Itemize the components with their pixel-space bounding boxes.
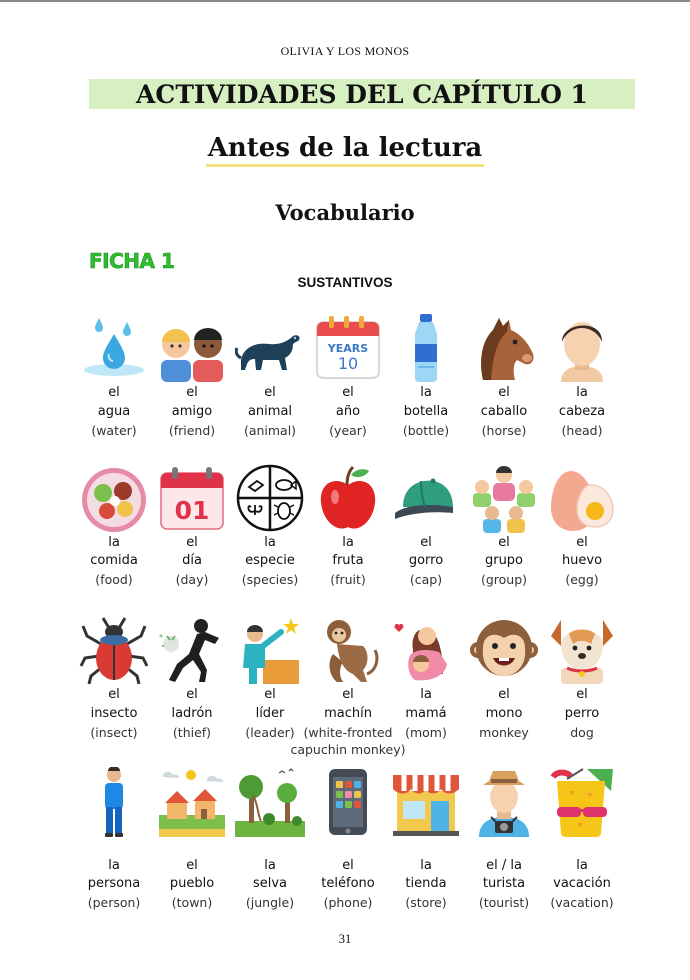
chapter-title: ACTIVIDADES DEL CAPÍTULO 1 — [136, 80, 588, 109]
vocab-word: mamá — [405, 706, 447, 721]
vocab-word: selva — [252, 876, 288, 891]
vocab-article: el — [186, 385, 198, 400]
vocab-word: líder — [255, 706, 285, 721]
svg-text:10: 10 — [337, 354, 359, 373]
vocab-word: fruta — [332, 553, 364, 568]
species-circle-icon — [235, 463, 305, 533]
vocab-article: el — [264, 687, 276, 702]
vocab-word: mono — [485, 706, 523, 721]
vocab-article: el — [342, 385, 354, 400]
category-label: SUSTANTIVOS — [297, 275, 393, 290]
vocab-word: pueblo — [169, 876, 215, 891]
leader-icon — [235, 614, 305, 684]
vocab-word: teléfono — [321, 876, 375, 891]
subsection-title: Vocabulario — [275, 200, 415, 225]
vocab-word: ladrón — [171, 706, 213, 721]
vocab-word: perro — [564, 706, 600, 721]
group-icon — [469, 463, 539, 533]
vocab-word: día — [182, 553, 202, 568]
vocab-word: amigo — [171, 404, 213, 419]
vocab-article: la — [342, 535, 354, 550]
egg-icon — [547, 463, 617, 533]
vocab-translation: (head) — [561, 423, 603, 438]
vocab-word: especie — [245, 553, 295, 568]
vocab-article: la — [420, 385, 432, 400]
jungle-icon — [235, 767, 305, 837]
vocab-article: el — [186, 535, 198, 550]
vocab-translation: (jungle) — [245, 895, 295, 910]
vocab-word: comida — [90, 553, 138, 568]
vocab-translation: (white-fronted capuchin monkey) — [290, 725, 406, 757]
vocab-article: el — [576, 535, 588, 550]
vocab-translation: (bottle) — [402, 423, 450, 438]
cap-icon — [391, 463, 461, 533]
vocab-translation: (fruit) — [330, 572, 366, 587]
beetle-icon — [79, 614, 149, 684]
vocab-translation: (animal) — [243, 423, 297, 438]
vocab-word: gorro — [408, 553, 444, 568]
vocab-article: el — [108, 385, 120, 400]
vocab-translation: (species) — [241, 572, 299, 587]
vocab-article: el — [264, 385, 276, 400]
tourist-icon — [469, 767, 539, 837]
capuchin-icon — [313, 614, 383, 684]
top-border-line — [0, 0, 690, 2]
phone-icon — [313, 767, 383, 837]
vocab-translation: (leader) — [245, 725, 295, 740]
vocab-word: vacación — [553, 876, 611, 891]
svg-text:YEARS: YEARS — [327, 342, 369, 355]
person-icon — [79, 767, 149, 837]
vocab-article: la — [108, 535, 120, 550]
vocab-word: animal — [247, 404, 293, 419]
vocab-word: año — [335, 404, 361, 419]
section-title: Antes de la lectura — [206, 133, 485, 167]
dog-icon — [547, 614, 617, 684]
vocab-word: turista — [482, 876, 526, 891]
vocab-article: el — [498, 687, 510, 702]
vocab-article: la — [420, 858, 432, 873]
food-bowl-icon — [79, 463, 149, 533]
vocab-translation: (vacation) — [550, 895, 614, 910]
running-header: OLIVIA Y LOS MONOS — [280, 44, 410, 58]
vocab-article: el — [498, 535, 510, 550]
vocab-word: botella — [403, 404, 449, 419]
vocab-word: tienda — [405, 876, 447, 891]
vocab-translation: (day) — [175, 572, 209, 587]
monkey-face-icon — [469, 614, 539, 684]
vocab-word: cabeza — [558, 404, 606, 419]
panther-icon — [235, 312, 305, 382]
vocab-word: machín — [324, 706, 372, 721]
calendar-years-icon — [313, 312, 383, 382]
apple-icon — [313, 463, 383, 533]
vocab-article: la — [108, 858, 120, 873]
vocab-article: la — [420, 687, 432, 702]
vocab-article: el — [186, 687, 198, 702]
vocab-translation: dog — [570, 725, 594, 740]
vocab-translation: (egg) — [565, 572, 599, 587]
vocab-translation: (cap) — [409, 572, 443, 587]
vocab-word: grupo — [484, 553, 524, 568]
horse-icon — [469, 312, 539, 382]
vocab-word: persona — [87, 876, 141, 891]
vocab-translation: (year) — [329, 423, 367, 438]
vocab-translation: (water) — [91, 423, 137, 438]
vocab-word: agua — [97, 404, 131, 419]
store-icon — [391, 767, 461, 837]
ficha-label: FICHA 1 — [89, 249, 175, 273]
vocab-translation: (food) — [95, 572, 133, 587]
town-icon — [157, 767, 227, 837]
mother-icon — [391, 614, 461, 684]
vocab-translation: (store) — [405, 895, 447, 910]
vocab-translation: monkey — [479, 725, 529, 740]
page-number: 31 — [338, 932, 352, 946]
vocab-article: el — [420, 535, 432, 550]
vocab-article: la — [576, 858, 588, 873]
vocab-translation: (friend) — [168, 423, 216, 438]
friends-icon — [157, 312, 227, 382]
head-icon — [547, 312, 617, 382]
vocab-translation: (horse) — [481, 423, 527, 438]
calendar-day-icon — [157, 463, 227, 533]
vocab-article: el — [342, 858, 354, 873]
vocab-article: el — [108, 687, 120, 702]
vocab-translation: (tourist) — [478, 895, 530, 910]
svg-text:01: 01 — [174, 496, 210, 525]
vocab-article: el / la — [486, 858, 522, 873]
vacation-drink-icon — [547, 767, 617, 837]
vocab-translation: (group) — [480, 572, 528, 587]
vocab-article: el — [342, 687, 354, 702]
vocab-translation: (town) — [171, 895, 213, 910]
vocab-article: la — [264, 858, 276, 873]
vocab-word: huevo — [561, 553, 603, 568]
vocab-word: caballo — [480, 404, 528, 419]
thief-icon — [157, 614, 227, 684]
vocab-translation: (person) — [87, 895, 141, 910]
vocab-translation: (insect) — [90, 725, 138, 740]
vocab-article: la — [264, 535, 276, 550]
vocab-translation: (phone) — [323, 895, 373, 910]
vocab-word: insecto — [90, 706, 138, 721]
vocab-translation: (mom) — [405, 725, 447, 740]
vocab-translation: (thief) — [172, 725, 212, 740]
water-drops-icon — [79, 312, 149, 382]
section-title-wrap — [0, 133, 690, 167]
bottle-icon — [391, 312, 461, 382]
vocab-article: el — [576, 687, 588, 702]
vocab-article: el — [186, 858, 198, 873]
vocab-article: la — [576, 385, 588, 400]
vocab-article: el — [498, 385, 510, 400]
